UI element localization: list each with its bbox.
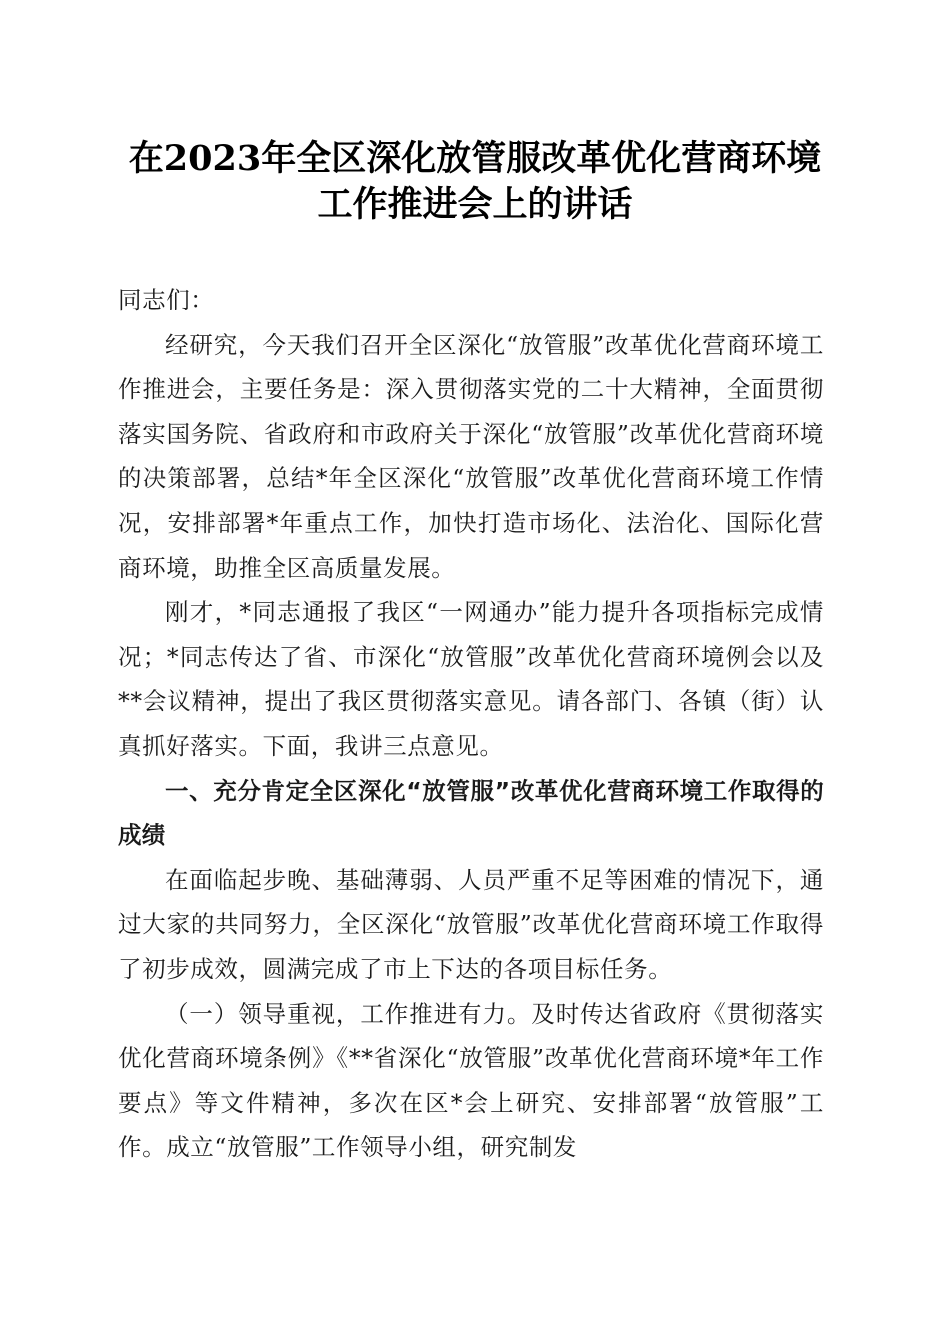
section-heading-1: 一、充分肯定全区深化“放管服”改革优化营商环境工作取得的成绩 [118, 776, 824, 850]
paragraph-2: 刚才，*同志通报了我区“一网通办”能力提升各项指标完成情况；*同志传达了省、市深化“放管服”改革优化营商环境例会以及**会议精神，提出了我区贯彻落实意见。请各部门、各镇（街）认真抓好落实。下面，我讲三点意见。 [118, 598, 824, 760]
sub-heading-1: （一）领导重视，工作推进有力。 [165, 999, 532, 1028]
document-body [118, 278, 824, 1170]
title-line-1: 在2023年全区深化放管服改革优化营商环境 [128, 138, 822, 179]
paragraph-1: 经研究，今天我们召开全区深化“放管服”改革优化营商环境工作推进会，主要任务是：深入贯彻落实党的二十大精神，全面贯彻落实国务院、省政府和市政府关于深化“放管服”改革优化营商环境的决策部署，总结*年全区深化“放管服”改革优化营商环境工作情况，安排部署*年重点工作，加快打造市场化、法治化、国际化营商环境，助推全区高质量发展。 [118, 330, 824, 582]
document-title [100, 136, 850, 228]
paragraph-4-text: 及时传达省政府《贯彻落实优化营商环境条例》《**省深化“放管服”改革优化营商环境*年工作要点》等文件精神，多次在区*会上研究、安排部署“放管服”工作。成立“放管服”工作领导小组，研究制发 [118, 999, 825, 1162]
greeting: 同志们： [118, 286, 215, 314]
title-line-2: 工作推进会上的讲话 [317, 184, 633, 225]
paragraph-4 [118, 992, 824, 1170]
paragraph-3: 在面临起步晚、基础薄弱、人员严重不足等困难的情况下，通过大家的共同努力，全区深化“放管服”改革优化营商环境工作取得了初步成效，圆满完成了市上下达的各项目标任务。 [118, 865, 824, 983]
